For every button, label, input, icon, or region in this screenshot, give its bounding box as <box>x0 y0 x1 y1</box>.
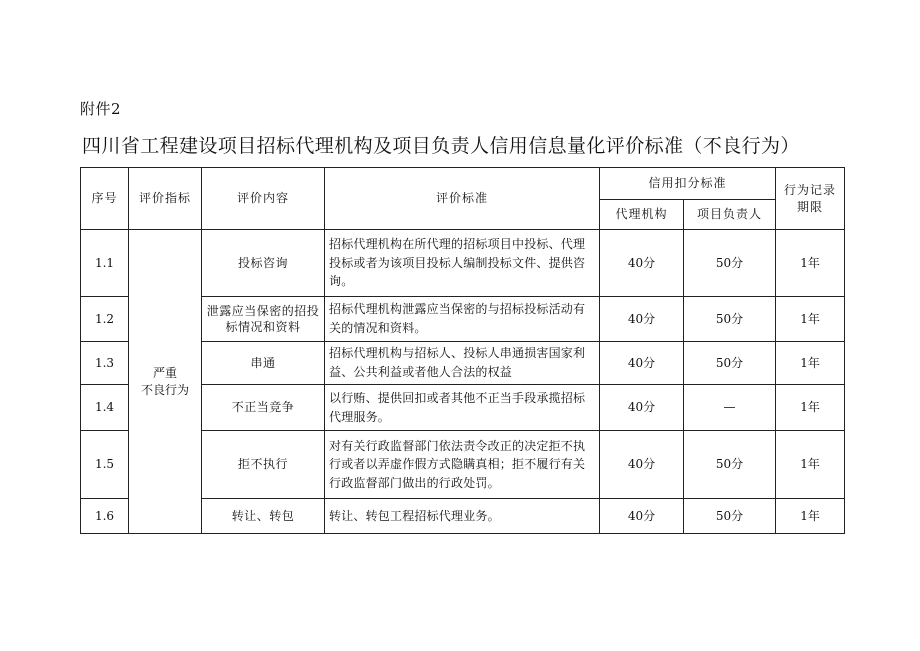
row-seq: 1.3 <box>81 342 129 385</box>
row-seq: 1.2 <box>81 297 129 342</box>
document-title: 四川省工程建设项目招标代理机构及项目负责人信用信息量化评价标准（不良行为） <box>82 135 800 157</box>
row-content: 拒不执行 <box>202 431 325 499</box>
table-row <box>81 230 845 297</box>
row-seq: 1.1 <box>81 230 129 297</box>
row-agency-deduction: 40分 <box>600 230 684 297</box>
header-validity: 行为记录期限 <box>776 168 845 230</box>
row-validity: 1年 <box>776 297 845 342</box>
row-content: 泄露应当保密的招投标情况和资料 <box>202 297 325 342</box>
category-line-2: 不良行为 <box>140 382 189 397</box>
row-seq: 1.5 <box>81 431 129 499</box>
row-leader-deduction: 50分 <box>684 297 776 342</box>
header-deduction: 信用扣分标准 <box>600 168 776 200</box>
evaluation-standard-table <box>80 167 845 534</box>
row-agency-deduction: 40分 <box>600 297 684 342</box>
row-content: 投标咨询 <box>202 230 325 297</box>
row-content: 转让、转包 <box>202 499 325 534</box>
row-seq: 1.6 <box>81 499 129 534</box>
row-content: 不正当竞争 <box>202 385 325 431</box>
row-standard: 招标代理机构在所代理的招标项目中投标、代理投标或者为该项目投标人编制投标文件、提供咨询。 <box>325 230 600 297</box>
row-leader-deduction: — <box>684 385 776 431</box>
row-agency-deduction: 40分 <box>600 499 684 534</box>
header-standard: 评价标准 <box>325 168 600 230</box>
category-line-1: 严重 <box>152 366 177 381</box>
row-agency-deduction: 40分 <box>600 431 684 499</box>
row-standard: 招标代理机构泄露应当保密的与招标投标活动有关的情况和资料。 <box>325 297 600 342</box>
category-cell <box>129 230 202 534</box>
row-standard: 招标代理机构与招标人、投标人串通损害国家利益、公共利益或者他人合法的权益 <box>325 342 600 385</box>
row-validity: 1年 <box>776 499 845 534</box>
attachment-label: 附件2 <box>80 100 122 118</box>
header-agency: 代理机构 <box>600 200 684 230</box>
row-seq: 1.4 <box>81 385 129 431</box>
row-agency-deduction: 40分 <box>600 342 684 385</box>
row-validity: 1年 <box>776 385 845 431</box>
header-row-1 <box>81 168 845 200</box>
row-validity: 1年 <box>776 342 845 385</box>
row-validity: 1年 <box>776 431 845 499</box>
row-leader-deduction: 50分 <box>684 342 776 385</box>
header-content: 评价内容 <box>202 168 325 230</box>
row-leader-deduction: 50分 <box>684 230 776 297</box>
header-indicator: 评价指标 <box>129 168 202 230</box>
row-standard: 以行贿、提供回扣或者其他不正当手段承揽招标代理服务。 <box>325 385 600 431</box>
header-seq: 序号 <box>81 168 129 230</box>
row-leader-deduction: 50分 <box>684 499 776 534</box>
row-leader-deduction: 50分 <box>684 431 776 499</box>
row-content: 串通 <box>202 342 325 385</box>
row-agency-deduction: 40分 <box>600 385 684 431</box>
row-validity: 1年 <box>776 230 845 297</box>
row-standard: 转让、转包工程招标代理业务。 <box>325 499 600 534</box>
row-standard: 对有关行政监督部门依法责令改正的决定拒不执行或者以弄虚作假方式隐瞒真相；拒不履行有关行政监督部门做出的行政处罚。 <box>325 431 600 499</box>
header-project-leader: 项目负责人 <box>684 200 776 230</box>
